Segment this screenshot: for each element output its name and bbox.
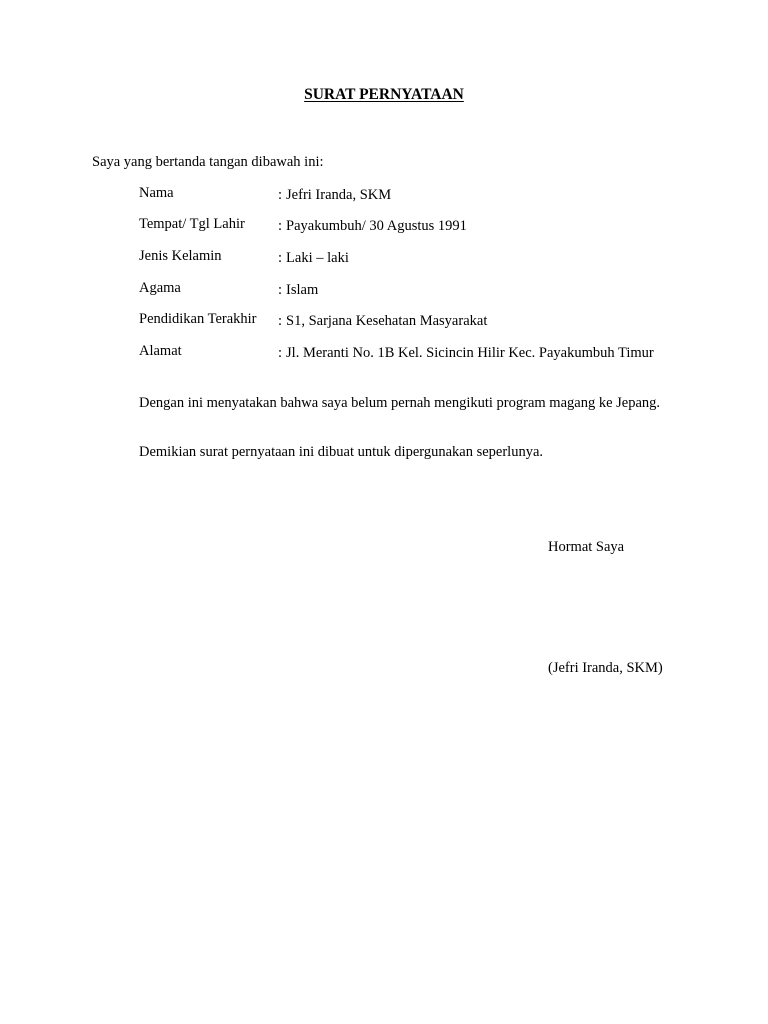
field-value: : Jl. Meranti No. 1B Kel. Sicincin Hilir Kec. Payakumbuh Timur	[278, 345, 654, 361]
closing-statement: Demikian surat pernyataan ini dibuat untuk dipergunakan seperlunya.	[139, 444, 544, 460]
field-value: : S1, Sarjana Kesehatan Masyarakat	[278, 313, 488, 329]
document-title: SURAT PERNYATAAN	[304, 86, 464, 103]
field-label: Jenis Kelamin	[139, 248, 222, 264]
field-label: Alamat	[139, 343, 182, 359]
field-value: : Islam	[278, 282, 319, 298]
intro-text: Saya yang bertanda tangan dibawah ini:	[92, 154, 324, 170]
field-value: : Laki – laki	[278, 250, 349, 266]
field-label: Nama	[139, 185, 174, 201]
closing-salutation: Hormat Saya	[548, 539, 625, 555]
field-label: Tempat/ Tgl Lahir	[139, 216, 245, 232]
field-value: : Jefri Iranda, SKM	[278, 187, 392, 203]
field-value: : Payakumbuh/ 30 Agustus 1991	[278, 218, 467, 234]
field-label: Pendidikan Terakhir	[139, 311, 257, 327]
signer-name: (Jefri Iranda, SKM)	[548, 660, 663, 676]
statement-paragraph: Dengan ini menyatakan bahwa saya belum pernah mengikuti program magang ke Jepang.	[139, 395, 661, 411]
field-label: Agama	[139, 280, 181, 296]
